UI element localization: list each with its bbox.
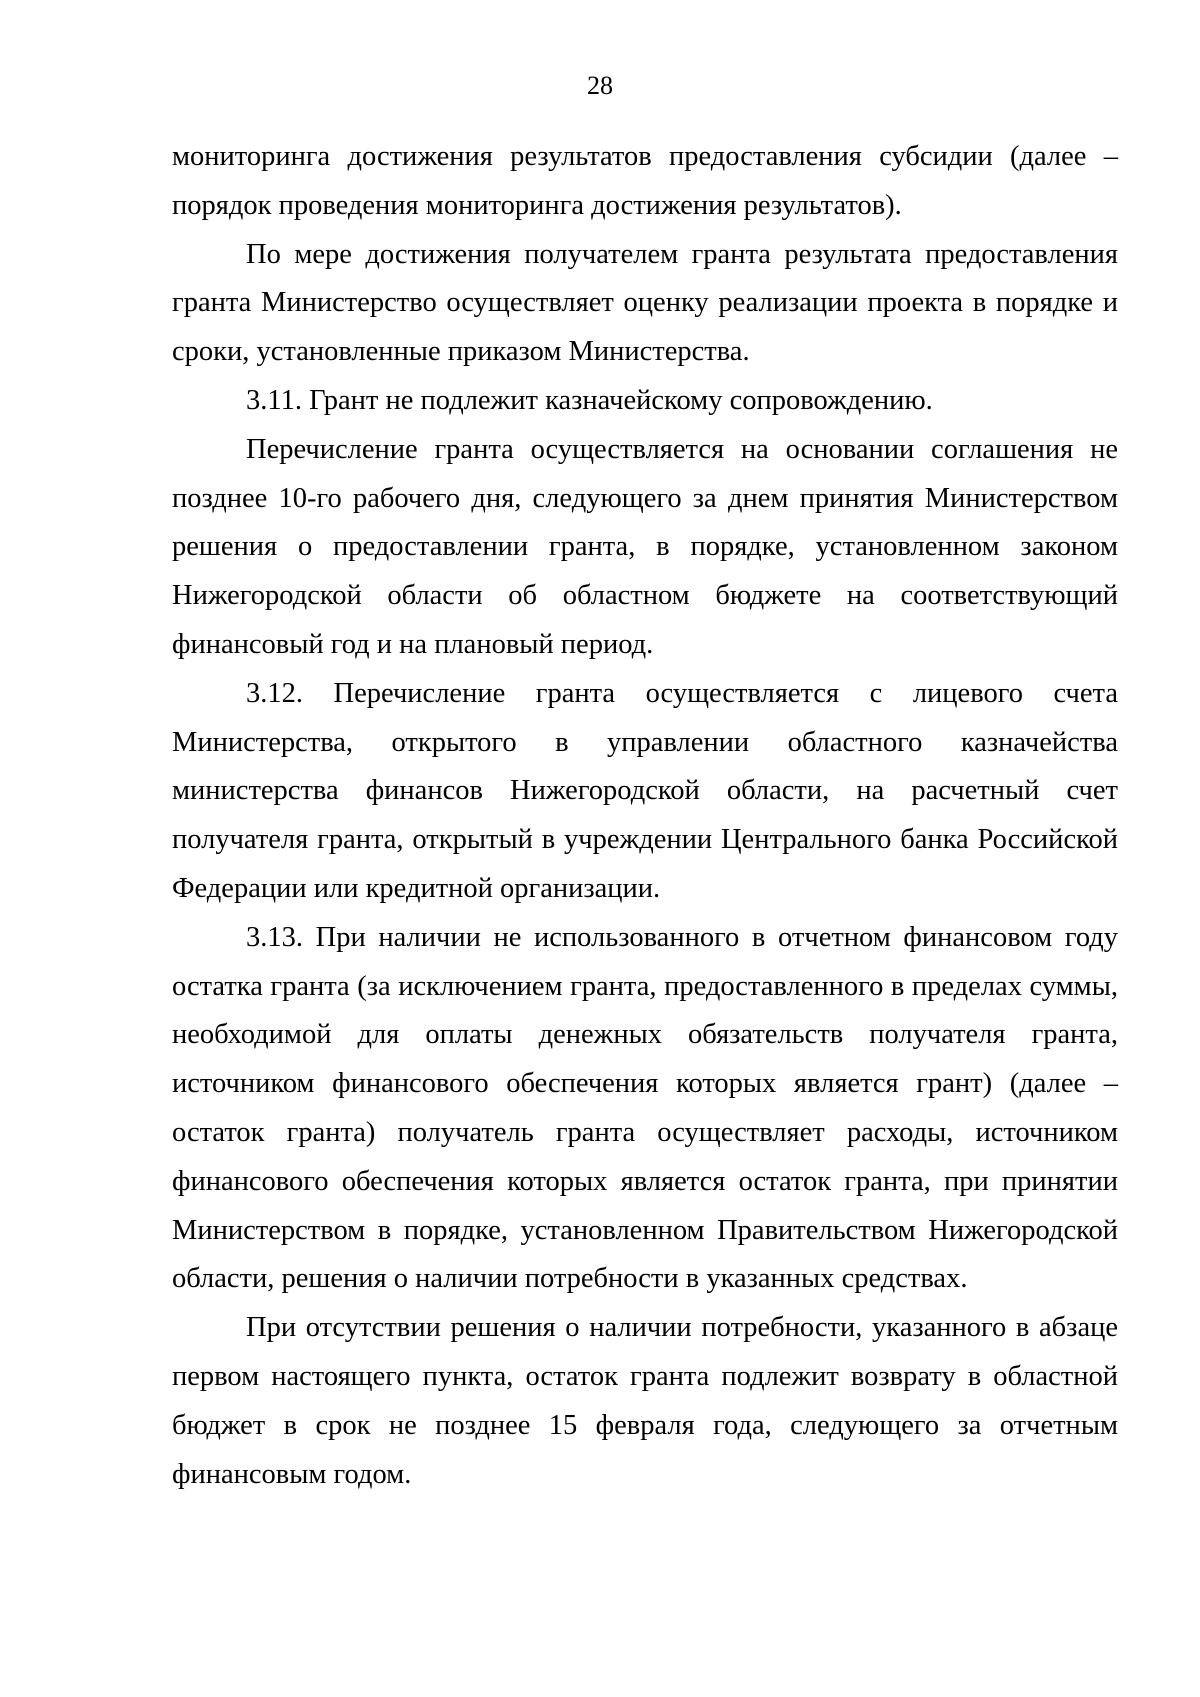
paragraph-monitoring-assessment: По мере достижения получателем гранта результата предоставления гранта Министерство осуществляет оценку реализации проекта в порядке и сроки, установленные приказом Министерства.: [172, 238, 1118, 368]
paragraph-grant-transfer: Перечисление гранта осуществляется на основании соглашения не позднее 10-го рабочего дня, следующего за днем принятия Министерством решения о предоставлении гранта, в порядке, установленном законом Нижегородской области об областном бюджете на соответствующий финансовый год и на плановый период.: [172, 433, 1118, 660]
document-body: [172, 133, 1118, 1499]
paragraph-grant-return: При отсутствии решения о наличии потребности, указанного в абзаце первом настоящего пункта, остаток гранта подлежит возврату в областной бюджет в срок не позднее 15 февраля года, следующего за отчетным финансовым годом.: [172, 1312, 1118, 1490]
paragraph-continuation: мониторинга достижения результатов предоставления субсидии (далее – порядок проведения мониторинга достижения результатов).: [172, 141, 1118, 221]
paragraph-3-13: 3.13. При наличии не использованного в отчетном финансовом году остатка гранта (за исключением гранта, предоставленного в пределах суммы, необходимой для оплаты денежных обязательств получателя гранта, источником финансового обеспечения которых является грант) (далее – остаток гранта) получатель гранта осуществляет расходы, источником финансового обеспечения которых является остаток гранта, при принятии Министерством в порядке, установленном Правительством Нижегородской области, решения о наличии потребности в указанных средствах.: [172, 921, 1118, 1295]
paragraph-3-12: 3.12. Перечисление гранта осуществляется с лицевого счета Министерства, открытого в управлении областного казначейства министерства финансов Нижегородской области, на расчетный счет получателя гранта, открытый в учреждении Центрального банка Российской Федерации или кредитной организации.: [172, 677, 1118, 904]
paragraph-3-11: 3.11. Грант не подлежит казначейскому сопровождению.: [246, 384, 933, 416]
page-number: 28: [587, 71, 613, 100]
